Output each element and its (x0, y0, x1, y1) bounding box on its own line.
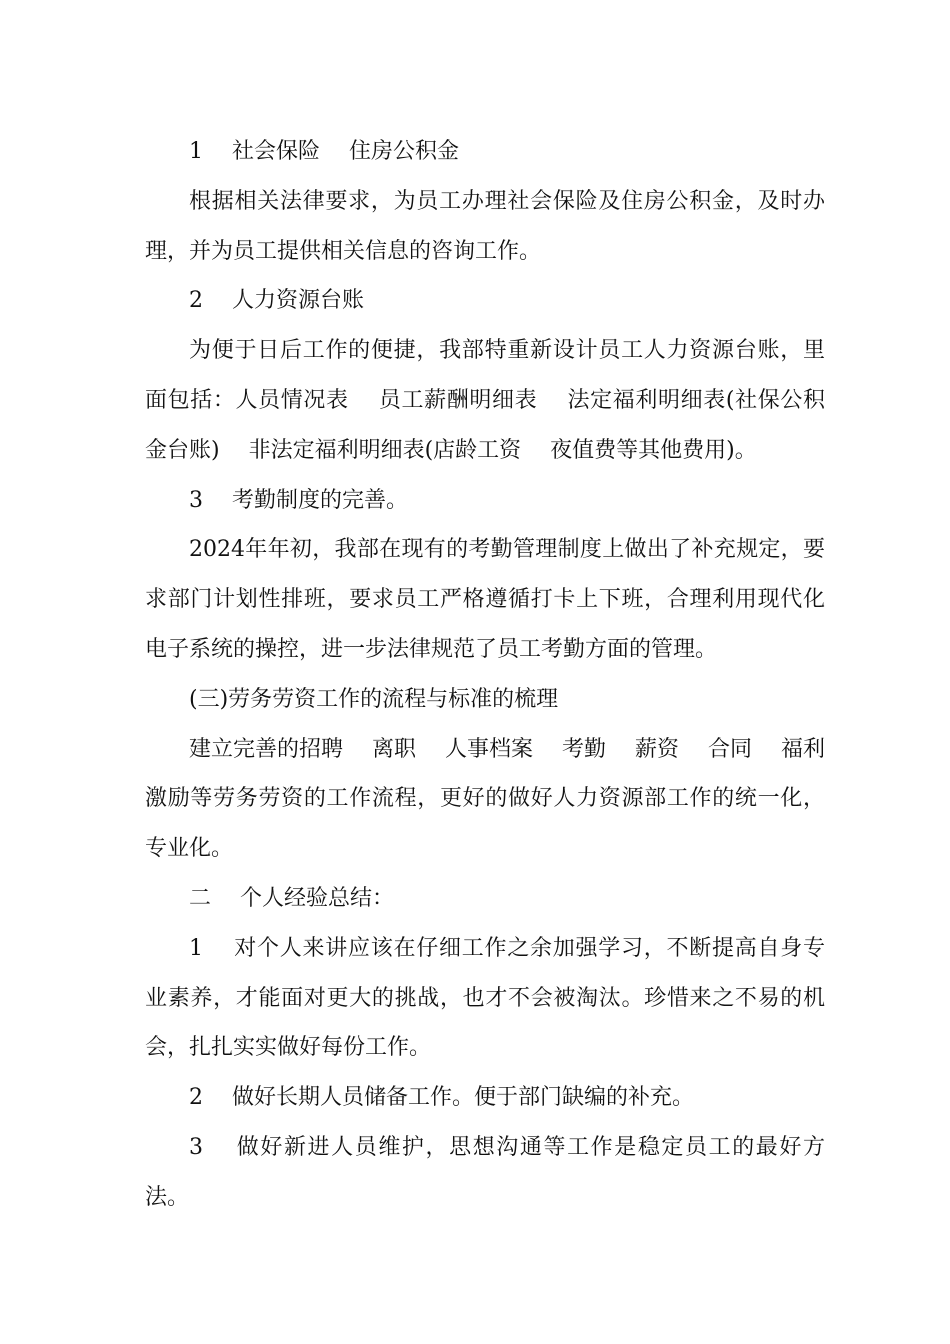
document-body (145, 127, 854, 1223)
paragraph-section-three-heading: (三)劳务劳资工作的流程与标准的梳理 (189, 686, 559, 712)
paragraph-social-insurance-body: 根据相关法律要求，为员工办理社会保险及住房公积金，及时办理，并为员工提供相关信息的咨询工作。 (145, 188, 825, 264)
paragraph-experience-item-1: 1 对个人来讲应该在仔细工作之余加强学习，不断提高自身专业素养，才能面对更大的挑战，也才不会被淘汰。珍惜来之不易的机会，扎扎实实做好每份工作。 (145, 935, 825, 1061)
paragraph-experience-heading: 二 个人经验总结： (189, 885, 394, 911)
paragraph-hr-ledger-body: 为便于日后工作的便捷，我部特重新设计员工人力资源台账，里面包括：人员情况表 员工薪酬明细表 法定福利明细表(社保公积金台账) 非法定福利明细表(店龄工资 夜值费等其他费用)。 (145, 338, 825, 463)
paragraph-experience-item-2: 2 做好长期人员储备工作。便于部门缺编的补充。 (189, 1085, 694, 1111)
paragraph-social-insurance-heading: 1 社会保险 住房公积金 (189, 139, 459, 164)
paragraph-attendance-body: 2024年年初，我部在现有的考勤管理制度上做出了补充规定，要求部门计划性排班，要求员工严格遵循打卡上下班，合理利用现代化电子系统的操控，进一步法律规范了员工考勤方面的管理。 (145, 537, 825, 662)
paragraph-attendance-heading: 3 考勤制度的完善。 (189, 487, 408, 513)
paragraph-hr-ledger-heading: 2 人力资源台账 (189, 288, 364, 314)
paragraph-experience-item-3: 3 做好新进人员维护，思想沟通等工作是稳定员工的最好方法。 (145, 1134, 825, 1210)
paragraph-section-three-body: 建立完善的招聘 离职 人事档案 考勤 薪资 合同 福利 激励等劳务劳资的工作流程，更好的做好人力资源部工作的统一化，专业化。 (145, 736, 854, 862)
